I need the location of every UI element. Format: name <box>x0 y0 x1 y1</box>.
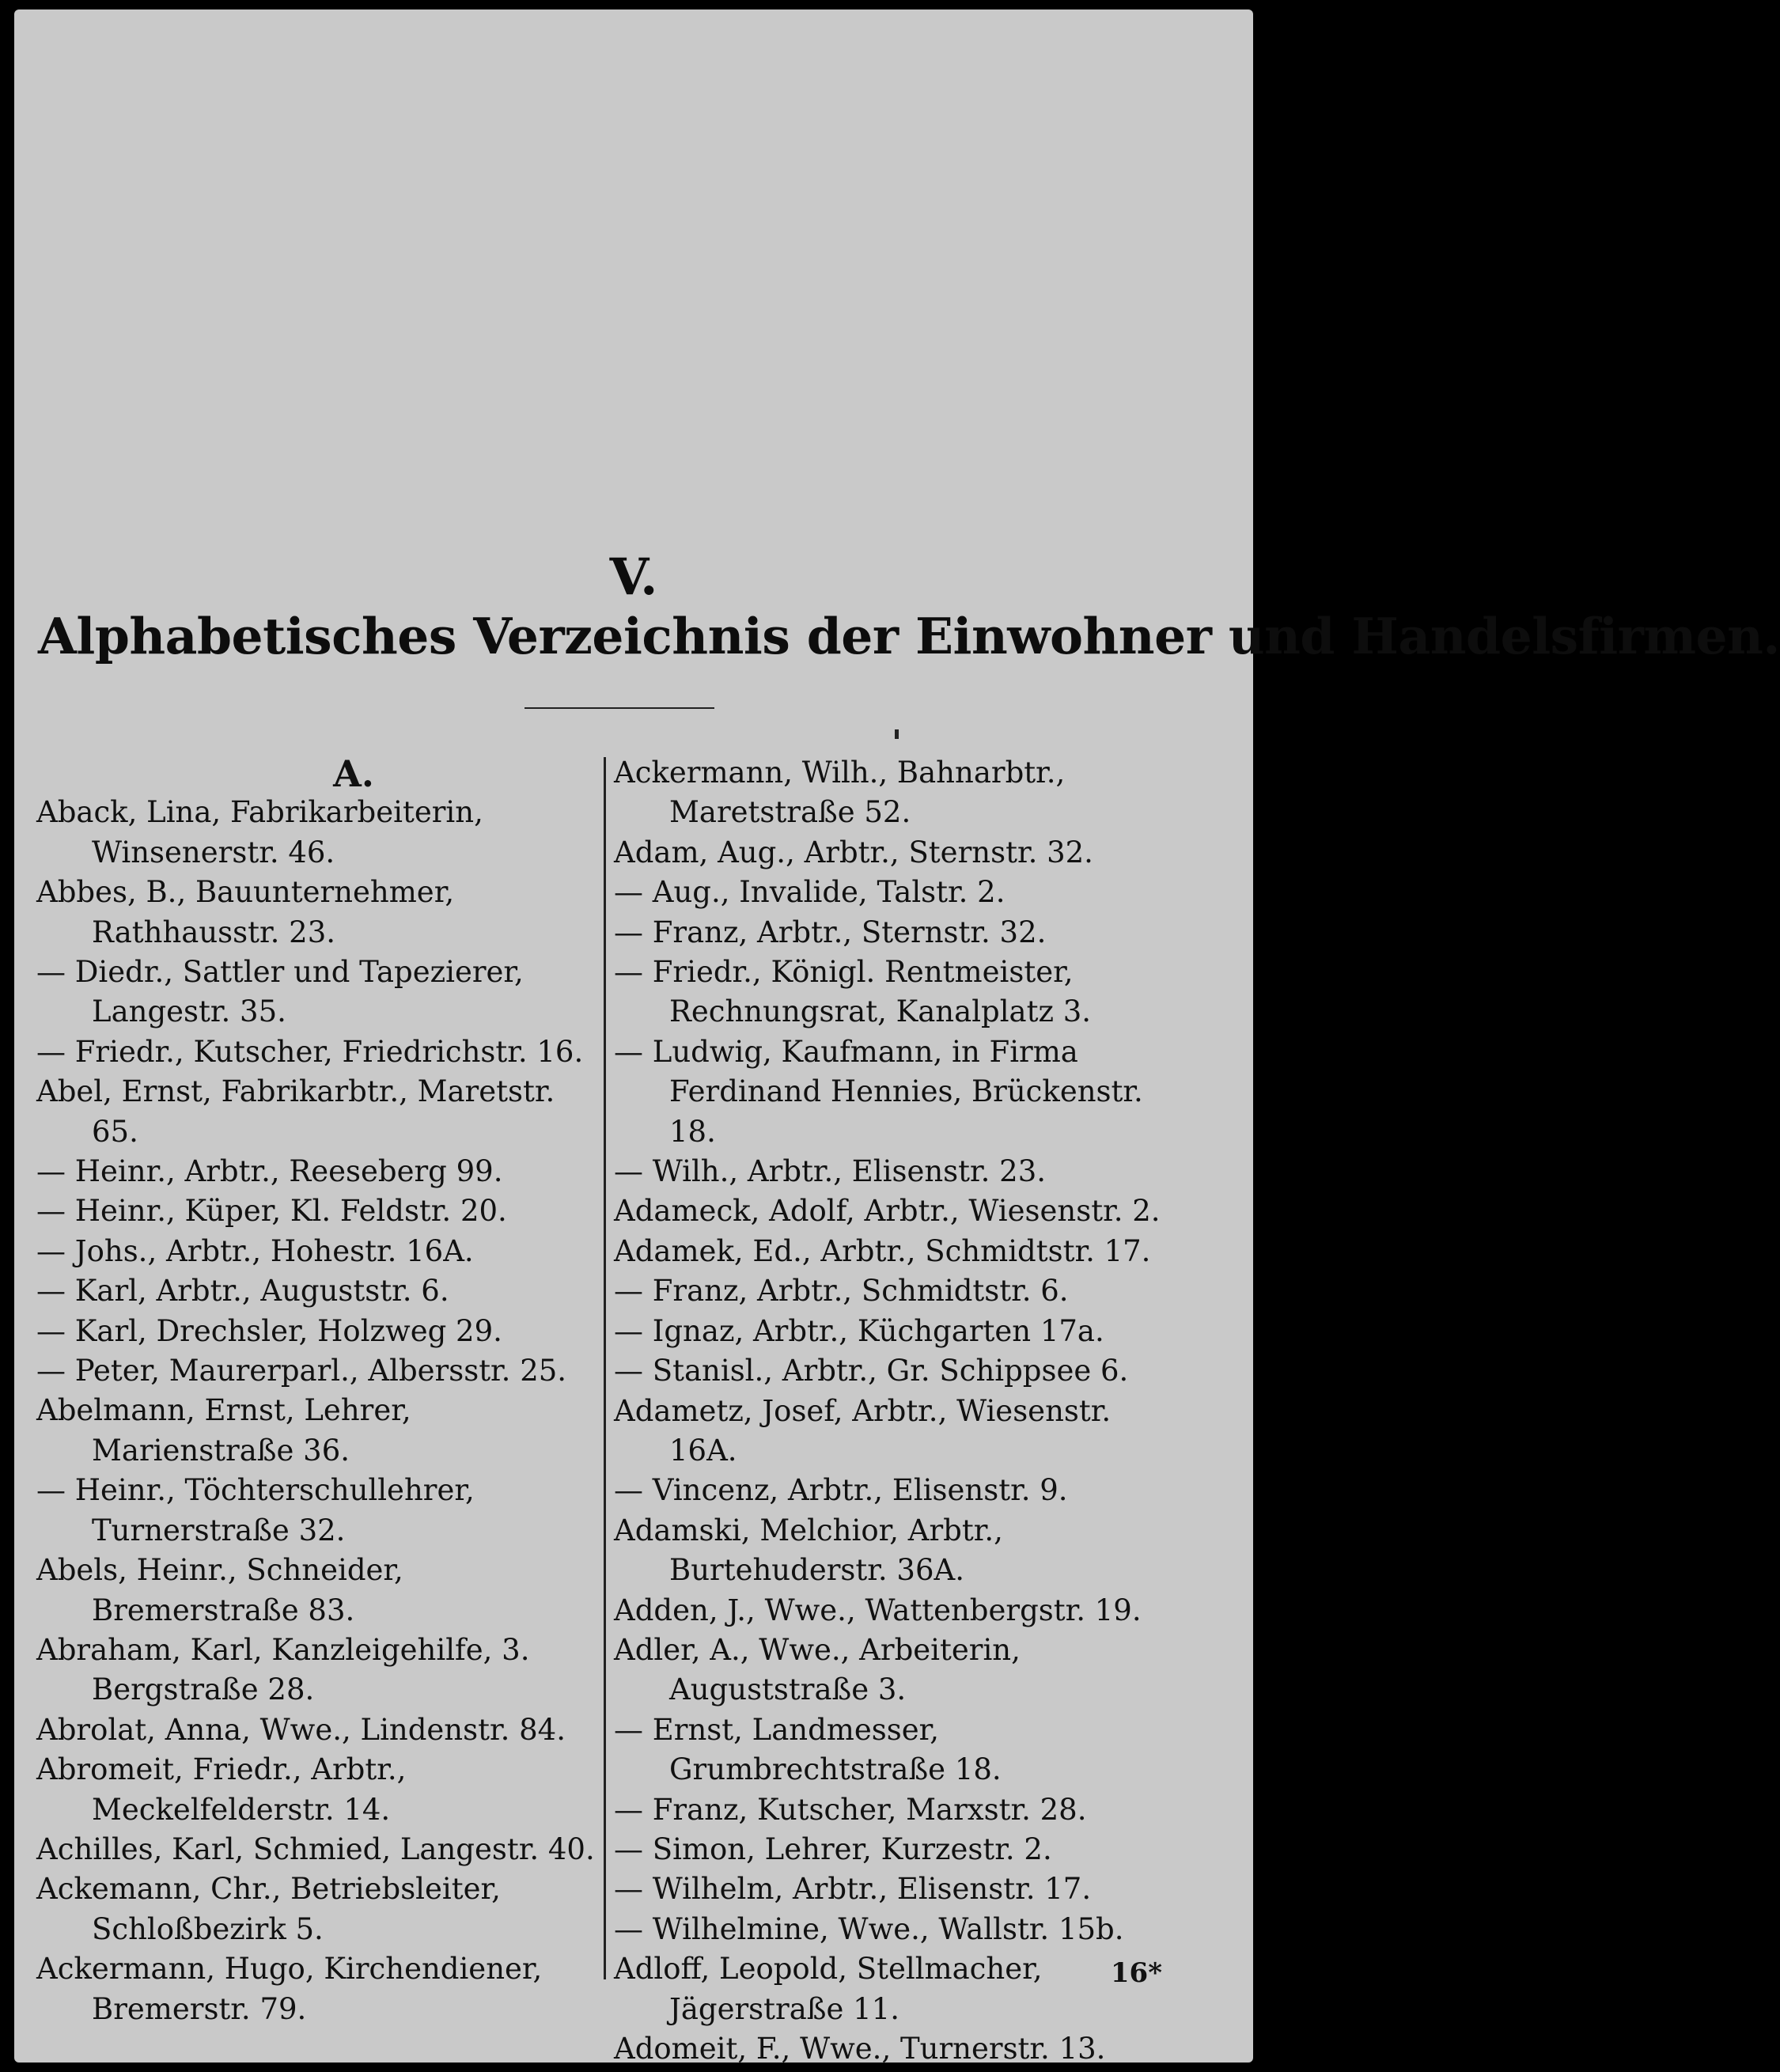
directory-entry: — Aug., Invalide, Talstr. 2. <box>614 875 1006 910</box>
directory-entry: — Karl, Drechsler, Holzweg 29. <box>36 1313 502 1348</box>
page-heading: Alphabetisches Verzeichnis der Einwohner und Handelsfirmen. <box>38 607 1780 665</box>
directory-entry: Adamek, Ed., Arbtr., Schmidtstr. 17. <box>614 1233 1151 1268</box>
directory-entry: — Franz, Arbtr., Schmidtstr. 6. <box>614 1274 1069 1309</box>
section-number: V. <box>609 547 658 607</box>
directory-entry: — Franz, Arbtr., Sternstr. 32. <box>614 915 1047 949</box>
directory-entry: Ackermann, Wilh., Bahnarbtr., Maretstraße 52. <box>614 756 1066 830</box>
directory-entry: Adloff, Leopold, Stellmacher, Jägerstraße 11. <box>614 1952 1043 2026</box>
directory-entry: — Ernst, Landmesser, Grumbrechtstraße 18. <box>614 1712 1002 1787</box>
directory-entry: — Peter, Maurerparl., Albersstr. 25. <box>36 1354 567 1388</box>
directory-entry: — Diedr., Sattler und Tapezierer, Langestr. 35. <box>36 955 524 1029</box>
directory-entry: Abels, Heinr., Schneider, Bremerstraße 83. <box>36 1553 403 1627</box>
directory-entry: — Vincenz, Arbtr., Elisenstr. 9. <box>614 1473 1068 1508</box>
directory-entry: Abromeit, Friedr., Arbtr., Meckelfelderstr. 14. <box>36 1752 407 1827</box>
left-column <box>36 753 600 2029</box>
directory-entry: — Wilhelmine, Wwe., Wallstr. 15b. <box>614 1911 1124 1946</box>
directory-entry: Abbes, B., Bauunternehmer, Rathhausstr. 23. <box>36 875 455 949</box>
right-entries <box>614 753 1187 2069</box>
directory-entry: Adden, J., Wwe., Wattenbergstr. 19. <box>614 1593 1142 1627</box>
directory-entry: — Wilhelm, Arbtr., Elisenstr. 17. <box>614 1872 1092 1907</box>
directory-entry: Aback, Lina, Fabrikarbeiterin, Winsenerstr. 46. <box>36 795 483 869</box>
letter-heading: A. <box>333 752 374 795</box>
directory-entry: Abel, Ernst, Fabrikarbtr., Maretstr. 65. <box>36 1074 555 1149</box>
directory-entry: Adomeit, F., Wwe., Turnerstr. 13. <box>614 2032 1106 2066</box>
folio-number: 16* <box>1110 1957 1162 1989</box>
directory-entry: — Johs., Arbtr., Hohestr. 16A. <box>36 1233 474 1268</box>
directory-entry: Ackermann, Hugo, Kirchendiener, Bremerstr. 79. <box>36 1952 543 2026</box>
directory-entry: Adam, Aug., Arbtr., Sternstr. 32. <box>614 835 1093 869</box>
heading-rule <box>525 707 714 709</box>
directory-page <box>14 9 1780 2066</box>
directory-entry: — Heinr., Küper, Kl. Feldstr. 20. <box>36 1194 507 1229</box>
directory-entry: — Heinr., Töchterschullehrer, Turnerstraße 32. <box>36 1473 475 1547</box>
directory-entry: Abrolat, Anna, Wwe., Lindenstr. 84. <box>36 1712 566 1747</box>
directory-entry: Adametz, Josef, Arbtr., Wiesenstr. 16A. <box>614 1393 1112 1468</box>
directory-entry: Achilles, Karl, Schmied, Langestr. 40. <box>36 1831 595 1866</box>
directory-entry: — Stanisl., Arbtr., Gr. Schippsee 6. <box>614 1354 1129 1388</box>
directory-entry: Adamski, Melchior, Arbtr., Burtehuderstr. 36A. <box>614 1513 1003 1588</box>
directory-entry: Abelmann, Ernst, Lehrer, Marienstraße 36. <box>36 1393 411 1468</box>
directory-entry: — Wilh., Arbtr., Elisenstr. 23. <box>614 1154 1047 1189</box>
directory-entry: — Ludwig, Kaufmann, in Firma Ferdinand Hennies, Brückenstr. 18. <box>614 1034 1143 1149</box>
ink-dot <box>895 729 899 739</box>
directory-entry: — Heinr., Arbtr., Reeseberg 99. <box>36 1154 503 1189</box>
column-divider <box>604 757 606 1979</box>
directory-entry: — Friedr., Kutscher, Friedrichstr. 16. <box>36 1034 584 1069</box>
left-entries <box>36 793 600 2029</box>
directory-entry: — Friedr., Königl. Rentmeister, Rechnungsrat, Kanalplatz 3. <box>614 955 1092 1029</box>
directory-entry: — Ignaz, Arbtr., Küchgarten 17a. <box>614 1313 1104 1348</box>
directory-entry: — Franz, Kutscher, Marxstr. 28. <box>614 1792 1087 1827</box>
directory-entry: Adameck, Adolf, Arbtr., Wiesenstr. 2. <box>614 1194 1161 1229</box>
directory-entry: Adler, A., Wwe., Arbeiterin, Auguststraße 3. <box>614 1632 1021 1707</box>
directory-entry: Abraham, Karl, Kanzleigehilfe, 3. Bergstraße 28. <box>36 1632 530 1707</box>
right-column <box>614 753 1187 2069</box>
directory-entry: — Simon, Lehrer, Kurzestr. 2. <box>614 1831 1052 1866</box>
directory-entry: — Karl, Arbtr., Auguststr. 6. <box>36 1274 449 1309</box>
directory-entry: Ackemann, Chr., Betriebsleiter, Schloßbezirk 5. <box>36 1872 501 1946</box>
